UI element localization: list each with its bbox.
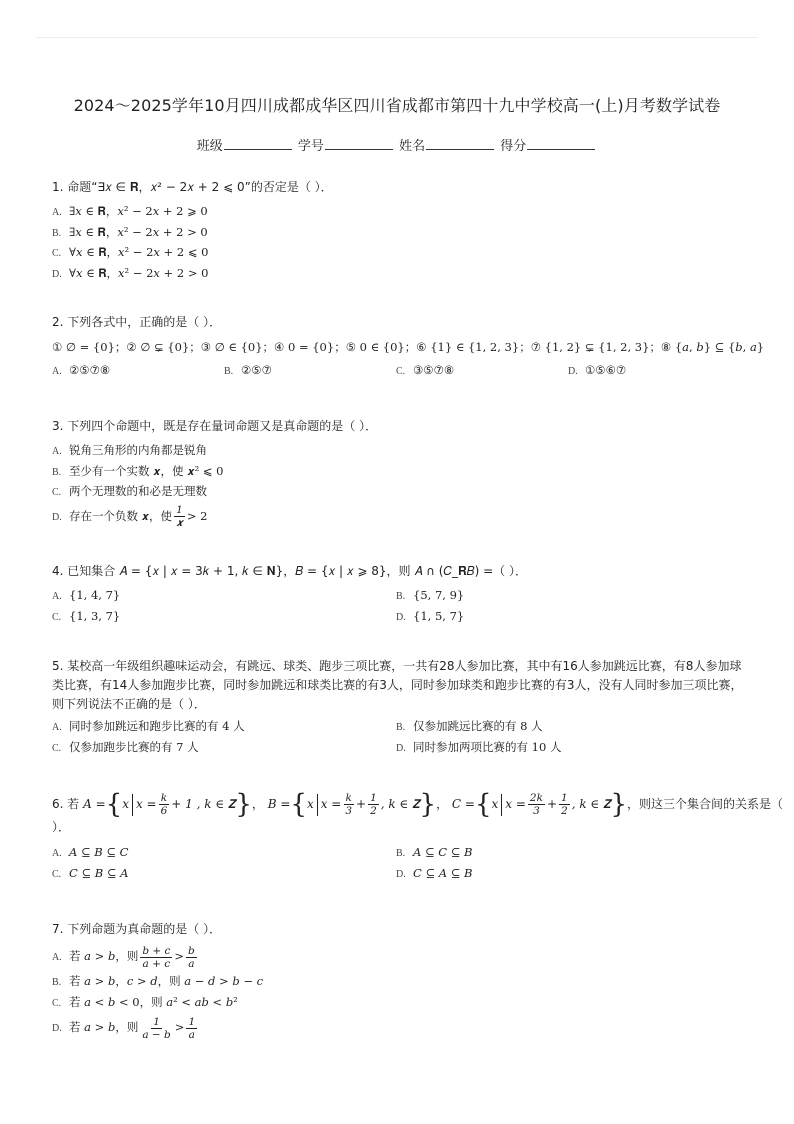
exam-title: 2024～2025学年10月四川成都成华区四川省成都市第四十九中学校高一(上)月考数学试卷 (73, 96, 721, 115)
option-a[interactable] (52, 441, 752, 462)
option-label: B. (224, 365, 234, 377)
fraction-numerator: 1 (370, 792, 377, 804)
fraction-denominator: 𝒙 (176, 517, 183, 529)
question-stem: 4. 已知集合 𝐴 = {𝑥 | 𝑥 = 3𝑘 + 1, 𝑘 ∈ 𝐍}，𝐵 = {𝑥 | 𝑥 ⩾ 8}，则 𝐴 ∩ (𝐶_𝐑𝐵) =（ ）． (52, 564, 527, 578)
name-blank[interactable] (426, 137, 494, 150)
question-stem: 1. 命题“∃𝑥 ∈ 𝐑，𝑥² − 2𝑥 + 2 ⩽ 0”的否定是（ ）． (52, 180, 333, 194)
option-b[interactable] (396, 717, 740, 738)
option-a[interactable] (52, 586, 396, 607)
right-brace: } (235, 789, 252, 820)
option-b[interactable] (396, 586, 740, 607)
option-b[interactable] (396, 843, 740, 864)
fraction-denominator: 2 (370, 805, 377, 817)
fraction-numerator: 𝑏 (188, 944, 195, 957)
option-text: 锐角三角形的内角都是锐角 (69, 443, 207, 457)
stem-tail: ）． (52, 820, 71, 834)
fraction-denominator: 6 (160, 805, 168, 817)
option-b[interactable] (52, 972, 752, 993)
set-bar (501, 794, 502, 816)
fraction-denominator: 𝑎 (188, 957, 195, 970)
option-label: C. (52, 248, 62, 259)
set-a-var: 𝑥 (122, 797, 129, 811)
fraction-denominator: 𝑎 − 𝑏 (142, 1028, 171, 1041)
set-c-cond-tail: , 𝑘 ∈ 𝐙 (571, 797, 611, 811)
option-text: 两个无理数的和必是无理数 (69, 484, 207, 498)
set-b-var: 𝑥 (306, 797, 314, 811)
fraction-denominator: 𝑎 + 𝑐 (142, 957, 171, 970)
option-c[interactable] (52, 864, 396, 885)
option-d[interactable] (568, 361, 740, 382)
fraction-numerator: 𝑏 + 𝑐 (142, 944, 171, 957)
option-label: A. (52, 848, 62, 859)
class-field[interactable] (197, 135, 294, 154)
option-text: ③⑤⑦⑧ (413, 362, 455, 377)
fraction (186, 1016, 197, 1041)
stem-prefix: 6. 若 (52, 797, 80, 811)
option-label: A. (52, 952, 62, 963)
id-label: 学号 (297, 139, 324, 154)
option-label: C. (52, 997, 62, 1009)
option-text: 至少有一个实数 𝒙，使 𝒙² ⩽ 0 (69, 463, 224, 478)
question-7 (52, 920, 752, 1043)
question-stem: 6. 若 𝐴 ={𝑥 𝑥 = $\frac{\text{𝑘}}{6}$ + 1 , 𝑘 ∈ 𝐙}， 𝐵 ={𝑥 𝑥 = $\frac{\text{𝑘}}{3}$ + $\frac{1}{2}$ , 𝑘 ∈ 𝐙}， 𝐶 ={𝑥 𝑥 = $\frac{\text{2𝑘}}{3}$ + $\frac{1}{2}$ , 𝑘 ∈ 𝐙}，则这三个集合间的关系是（ (52, 789, 783, 820)
option-label: B. (396, 722, 406, 733)
question-stem: 2. 下列各式中，正确的是（ ）． (52, 315, 222, 329)
left-brace: { (290, 789, 307, 820)
option-label: A. (52, 207, 62, 218)
option-text: 若 𝑎 > 𝑏，则 (69, 949, 139, 963)
option-d[interactable] (396, 738, 740, 759)
option-text: 若 𝑎 > 𝑏，𝑐 > 𝑑，则 𝑎 − 𝑑 > 𝑏 − 𝑐 (69, 974, 264, 988)
fraction (140, 945, 172, 970)
fraction (343, 792, 354, 817)
set-c-var: 𝑥 (491, 797, 499, 811)
option-a[interactable] (52, 202, 752, 223)
option-b[interactable] (224, 361, 396, 382)
fraction (559, 792, 570, 817)
option-label: B. (396, 591, 406, 602)
right-brace: } (419, 789, 437, 820)
set-c-cond: 𝑥 = (505, 797, 526, 811)
statement-list: ① ∅ = {0}；② ∅ ⊊ {0}；③ ∅ ∈ {0}；④ 0 = {0}；⑤ 0 ∈ {0}；⑥ {1} ∈ {1, 2, 3}；⑦ {1, 2} ⊊ {1, 2, 3}；⑧ {𝑎, 𝑏} ⊆ {𝑏, 𝑎} (52, 340, 765, 354)
option-label: B. (52, 466, 62, 478)
option-a[interactable] (52, 843, 396, 864)
fraction-numerator: 𝑘 (345, 792, 352, 804)
option-label: A. (52, 591, 62, 602)
option-label: D. (396, 742, 406, 754)
set-bar (132, 794, 133, 816)
option-text: ∃𝑥 ∈ 𝐑，𝑥² − 2𝑥 + 2 ⩾ 0 (69, 204, 208, 218)
option-text: 仅参加跳远比赛的有 8 人 (413, 719, 543, 733)
fraction-denominator: 2 (561, 805, 568, 817)
option-label: D. (396, 611, 406, 623)
option-text: 存在一个负数 𝒙，使 (69, 508, 173, 523)
fraction-numerator: 𝑘 (160, 792, 168, 804)
class-blank[interactable] (224, 137, 292, 150)
option-text-tail: > 2 (186, 508, 208, 523)
option-text: ∀𝑥 ∈ 𝐑，𝑥² − 2𝑥 + 2 ⩽ 0 (69, 245, 209, 259)
option-label: C. (396, 365, 406, 377)
option-label: B. (52, 227, 62, 239)
comparison: > (174, 1020, 185, 1034)
fraction (140, 1016, 172, 1041)
option-d[interactable] (52, 264, 752, 285)
id-field[interactable] (298, 135, 395, 154)
set-a-cond-tail: + 1 , 𝑘 ∈ 𝐙 (171, 797, 236, 811)
fraction-numerator: 2𝑘 (529, 792, 543, 804)
left-brace: { (474, 789, 492, 820)
option-text: {1, 3, 7} (69, 608, 121, 623)
fraction-numerator: 1 (176, 504, 183, 516)
option-c[interactable] (396, 361, 568, 382)
option-text: 𝐶 ⊆ 𝐴 ⊆ 𝐵 (413, 865, 473, 880)
question-stem: 7. 下列命题为真命题的是（ ）． (52, 922, 222, 936)
question-stem: 3. 下列四个命题中，既是存在量词命题又是真命题的是（ ）． (52, 419, 378, 433)
option-c[interactable] (52, 482, 752, 503)
fraction-denominator: 3 (345, 805, 353, 817)
option-c[interactable] (52, 607, 396, 628)
option-a[interactable] (52, 942, 752, 972)
question-3 (52, 417, 752, 531)
option-label: D. (396, 868, 406, 880)
option-text: 若 𝑎 > 𝑏，则 (69, 1020, 139, 1034)
option-text: 同时参加两项比赛的有 10 人 (413, 739, 562, 754)
option-text: 同时参加跳远和跑步比赛的有 4 人 (69, 719, 245, 733)
option-b[interactable] (52, 462, 752, 483)
fraction (528, 792, 545, 817)
option-text: {5, 7, 9} (413, 588, 465, 602)
fraction-denominator: 𝑎 (188, 1028, 195, 1041)
set-a-cond: 𝑥 = (135, 797, 157, 811)
option-c[interactable] (52, 993, 752, 1014)
option-d[interactable] (52, 1013, 752, 1043)
option-a[interactable] (52, 717, 396, 738)
option-label: B. (396, 848, 406, 859)
option-label: C. (52, 742, 62, 754)
option-b[interactable] (52, 223, 752, 244)
header-divider (36, 37, 758, 38)
set-c-lhs: 𝐶 = (451, 797, 475, 811)
fraction-denominator: 3 (533, 805, 540, 817)
set-b-cond: 𝑥 = (320, 797, 342, 811)
question-2 (52, 313, 765, 381)
question-4 (52, 562, 752, 627)
option-c[interactable] (52, 738, 396, 759)
right-brace: } (610, 789, 627, 820)
fraction (368, 792, 379, 817)
fraction (159, 792, 170, 817)
option-d[interactable] (396, 607, 740, 628)
student-info-line (0, 135, 794, 154)
score-label: 得分 (500, 139, 527, 154)
option-label: D. (52, 268, 62, 280)
name-label: 姓名 (399, 139, 426, 154)
question-1 (52, 178, 752, 284)
option-label: D. (52, 511, 62, 523)
option-d[interactable] (396, 864, 740, 885)
option-c[interactable] (52, 243, 752, 264)
question-stem: 5. 某校高一年级组织趣味运动会，有跳远、球类、跑步三项比赛，一共有28人参加比赛，其中有16人参加跳远比赛，有8人参加球类比赛，有14人参加跑步比赛，同时参加跳远和球类比赛的有3人，同时参加球类和跑步比赛的有3人，没有人同时参加三项比赛，则下列说法不正确的是（ ）． (52, 659, 743, 711)
option-label: A. (52, 446, 62, 457)
question-5 (52, 657, 752, 758)
option-text: ②⑤⑦ (241, 362, 272, 377)
option-label: C. (52, 487, 62, 498)
option-label: D. (52, 1023, 62, 1034)
score-field[interactable] (500, 135, 597, 154)
option-label: B. (52, 977, 62, 988)
set-bar (317, 794, 318, 816)
option-text: 若 𝑎 < 𝑏 < 0，则 𝑎² < 𝑎𝑏 < 𝑏² (69, 994, 238, 1009)
option-label: A. (52, 365, 62, 377)
option-text: {1, 4, 7} (69, 588, 121, 602)
fraction-numerator: 1 (153, 1015, 160, 1028)
option-text: 𝐴 ⊆ 𝐶 ⊆ 𝐵 (413, 845, 473, 859)
option-text: 𝐶 ⊆ 𝐵 ⊆ 𝐴 (69, 865, 129, 880)
option-label: C. (52, 868, 62, 880)
question-6 (52, 789, 783, 884)
option-text: 𝐴 ⊆ 𝐵 ⊆ 𝐶 (69, 845, 129, 859)
score-blank[interactable] (527, 137, 595, 150)
option-text: ①⑤⑥⑦ (585, 362, 627, 377)
option-a[interactable] (52, 361, 224, 382)
option-label: D. (568, 365, 578, 377)
stem-suffix: ，则这三个集合间的关系是（ (626, 797, 783, 811)
option-d[interactable] (52, 503, 752, 531)
option-label: C. (52, 611, 62, 623)
left-brace: { (105, 789, 123, 820)
option-text: ∀𝑥 ∈ 𝐑，𝑥² − 2𝑥 + 2 > 0 (69, 265, 209, 280)
fraction (186, 945, 197, 970)
option-label: A. (52, 722, 62, 733)
option-text: 仅参加跑步比赛的有 7 人 (69, 739, 199, 754)
id-blank[interactable] (325, 137, 393, 150)
fraction-numerator: 1 (561, 792, 568, 804)
option-text: ∃𝑥 ∈ 𝐑，𝑥² − 2𝑥 + 2 > 0 (69, 224, 208, 239)
comparison: > (174, 949, 185, 963)
fraction-numerator: 1 (188, 1015, 196, 1028)
set-a-lhs: 𝐴 = (83, 797, 106, 811)
set-b-cond-tail: , 𝑘 ∈ 𝐙 (380, 797, 420, 811)
name-field[interactable] (399, 135, 496, 154)
class-label: 班级 (196, 139, 223, 154)
option-text: {1, 5, 7} (413, 608, 465, 623)
fraction (174, 504, 185, 529)
option-text: ②⑤⑦⑧ (69, 362, 111, 377)
set-b-lhs: 𝐵 = (267, 797, 291, 811)
